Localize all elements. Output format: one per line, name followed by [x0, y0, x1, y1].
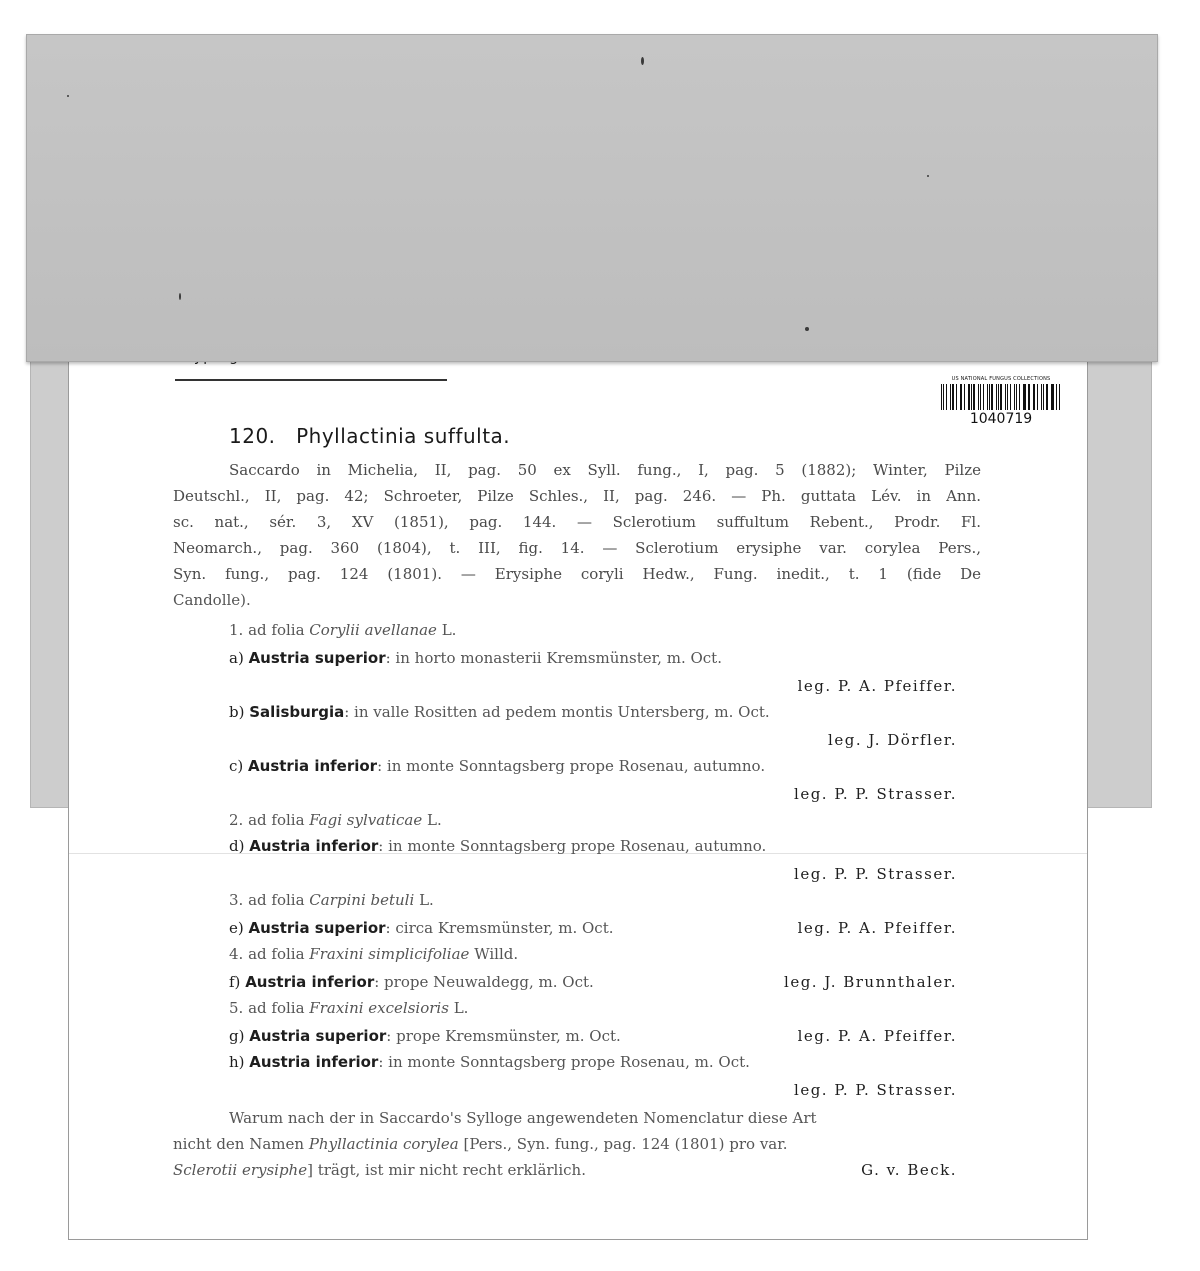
locality-letter: d) [229, 837, 245, 855]
speck [179, 293, 181, 300]
collector: leg. J. Brunnthaler. [784, 973, 957, 991]
locality-line [229, 919, 613, 937]
locality-letter: f) [229, 973, 241, 991]
envelope-flap[interactable] [26, 34, 1158, 362]
speck [641, 57, 644, 65]
host-heading [229, 945, 518, 963]
barcode-bar [991, 384, 992, 410]
barcode-bar [1056, 384, 1057, 410]
barcode-bar [1041, 384, 1042, 410]
barcode-bar [1043, 384, 1044, 410]
synonymy-line: Candolle). [173, 591, 251, 609]
locality-letter: e) [229, 919, 244, 937]
species-number: 120. [229, 424, 276, 448]
signature: G. v. Beck. [861, 1161, 957, 1179]
series-underline [175, 379, 447, 381]
host-number: 4. ad folia [229, 945, 305, 963]
host-name: Carpini betuli [309, 891, 415, 909]
host-author: Willd. [474, 945, 519, 963]
locality-text: : prope Neuwaldegg, m. Oct. [374, 973, 594, 991]
note-species: Sclerotii erysiphe [173, 1161, 308, 1179]
locality-text: : in horto monasterii Kremsmünster, m. Oct. [385, 649, 722, 667]
barcode-bar [1059, 384, 1060, 410]
locality-line [229, 649, 722, 667]
locality-line [229, 1027, 621, 1045]
host-name: Corylii avellanae [309, 621, 437, 639]
synonymy-line: sc. nat., sér. 3, XV (1851), pag. 144. — Sclerotium suffultum Rebent., Prodr. Fl. [173, 513, 981, 531]
locality-line [229, 837, 766, 855]
institution-name: US NATIONAL FUNGUS COLLECTIONS [951, 376, 1051, 382]
host-author: L. [419, 891, 434, 909]
barcode-bar [1000, 384, 1002, 410]
speck [805, 327, 809, 331]
locality-region: Austria inferior [245, 973, 375, 991]
locality-line [229, 1053, 750, 1071]
note-line: Warum nach der in Saccardo's Sylloge angewendeten Nomenclatur diese Art [229, 1109, 817, 1127]
locality-text: : in monte Sonntagsberg prope Rosenau, autumno. [378, 837, 767, 855]
barcode-sticker [929, 375, 1073, 439]
host-number: 5. ad folia [229, 999, 305, 1017]
locality-line [229, 757, 765, 775]
speck [67, 95, 69, 97]
locality-letter: b) [229, 703, 245, 721]
locality-region: Austria superior [248, 919, 386, 937]
barcode-bar [1051, 384, 1052, 410]
barcode-bar [971, 384, 972, 410]
catalog-number: 1040719 [969, 411, 1033, 427]
locality-letter: a) [229, 649, 244, 667]
collector: leg. P. A. Pfeiffer. [797, 677, 957, 695]
host-heading [229, 999, 468, 1017]
host-number: 3. ad folia [229, 891, 305, 909]
host-name: Fagi sylvaticae [309, 811, 423, 829]
note-line [173, 1161, 586, 1179]
note-text: nicht den Namen [173, 1135, 305, 1153]
locality-letter: g) [229, 1027, 245, 1045]
barcode-bar [1014, 384, 1015, 410]
barcode-bar [1019, 384, 1020, 410]
barcode-bar [1052, 384, 1053, 410]
barcode-bar [998, 384, 999, 410]
synonymy-line: Deutschl., II, pag. 42; Schroeter, Pilze Schles., II, pag. 246. — Ph. guttata Lév. in Ann. [173, 487, 981, 505]
synonymy-line: Syn. fung., pag. 124 (1801). — Erysiphe coryli Hedw., Fung. inedit., t. 1 (fide De [173, 565, 981, 583]
locality-region: Austria superior [248, 649, 386, 667]
host-author: L. [441, 621, 457, 639]
barcode-bar [964, 384, 965, 410]
barcode-bar [1046, 384, 1048, 410]
barcode-bar [1037, 384, 1038, 410]
barcode-bar [989, 384, 990, 410]
barcode-bar [983, 384, 984, 410]
locality-letter: h) [229, 1053, 245, 1071]
locality-text: : circa Kremsmünster, m. Oct. [385, 919, 614, 937]
host-heading [229, 811, 442, 829]
collector: leg. J. Dörfler. [828, 731, 957, 749]
locality-region: Austria inferior [249, 1053, 379, 1071]
barcode-bar [980, 384, 981, 410]
barcode-bar [946, 384, 947, 410]
synonymy-line: Neomarch., pag. 360 (1804), t. III, fig. 14. — Sclerotium erysiphe var. corylea Pers., [173, 539, 981, 557]
barcode-bar [1033, 384, 1034, 410]
barcode-bar [1024, 384, 1026, 410]
speck [927, 175, 929, 177]
collector: leg. P. P. Strasser. [794, 785, 957, 803]
barcode-bar [952, 384, 954, 410]
barcode-bar [973, 384, 975, 410]
species-heading [229, 424, 511, 448]
locality-region: Salisburgia [249, 703, 345, 721]
barcode-bar [978, 384, 979, 410]
synonymy-line: Saccardo in Michelia, II, pag. 50 ex Syll. fung., I, pag. 5 (1882); Winter, Pilze [229, 461, 981, 479]
collector: leg. P. A. Pfeiffer. [797, 1027, 957, 1045]
host-number: 2. ad folia [229, 811, 305, 829]
locality-region: Austria superior [249, 1027, 387, 1045]
barcode-bar [1028, 384, 1029, 410]
host-author: L. [453, 999, 469, 1017]
locality-text: : in valle Rositten ad pedem montis Untersberg, m. Oct. [344, 703, 770, 721]
barcode [941, 384, 1061, 410]
host-number: 1. ad folia [229, 621, 305, 639]
host-heading [229, 621, 456, 639]
barcode-bar [1023, 384, 1024, 410]
barcode-bar [968, 384, 969, 410]
locality-line [229, 703, 770, 721]
barcode-bar [1034, 384, 1035, 410]
locality-text: : prope Kremsmünster, m. Oct. [386, 1027, 621, 1045]
note-line [173, 1135, 788, 1153]
barcode-bar [941, 384, 942, 410]
host-name: Fraxini simplicifoliae [309, 945, 470, 963]
locality-text: : in monte Sonntagsberg prope Rosenau, autumno. [377, 757, 766, 775]
printed-label [68, 346, 1088, 1240]
barcode-bar [1010, 384, 1011, 410]
locality-text: : in monte Sonntagsberg prope Rosenau, m. Oct. [378, 1053, 750, 1071]
barcode-bar [1016, 384, 1017, 410]
barcode-bar [956, 384, 957, 410]
species-name: Phyllactinia suffulta. [296, 424, 511, 448]
collector: leg. P. A. Pfeiffer. [797, 919, 957, 937]
barcode-bar [961, 384, 962, 410]
barcode-bar [996, 384, 997, 410]
locality-letter: c) [229, 757, 244, 775]
barcode-bar [1005, 384, 1006, 410]
barcode-bar [950, 384, 951, 410]
note-text: [Pers., Syn. fung., pag. 124 (1801) pro var. [463, 1135, 788, 1153]
note-species: Phyllactinia corylea [308, 1135, 459, 1153]
barcode-bar [987, 384, 988, 410]
collector: leg. P. P. Strasser. [794, 865, 957, 883]
locality-region: Austria inferior [249, 837, 379, 855]
locality-line [229, 973, 594, 991]
barcode-bar [1007, 384, 1008, 410]
host-heading [229, 891, 434, 909]
host-name: Fraxini excelsioris [309, 999, 449, 1017]
barcode-bar [943, 384, 944, 410]
collector: leg. P. P. Strasser. [794, 1081, 957, 1099]
note-text: ] trägt, ist mir nicht recht erklärlich. [307, 1161, 586, 1179]
locality-region: Austria inferior [248, 757, 378, 775]
host-author: L. [427, 811, 442, 829]
barcode-bar [960, 384, 961, 410]
